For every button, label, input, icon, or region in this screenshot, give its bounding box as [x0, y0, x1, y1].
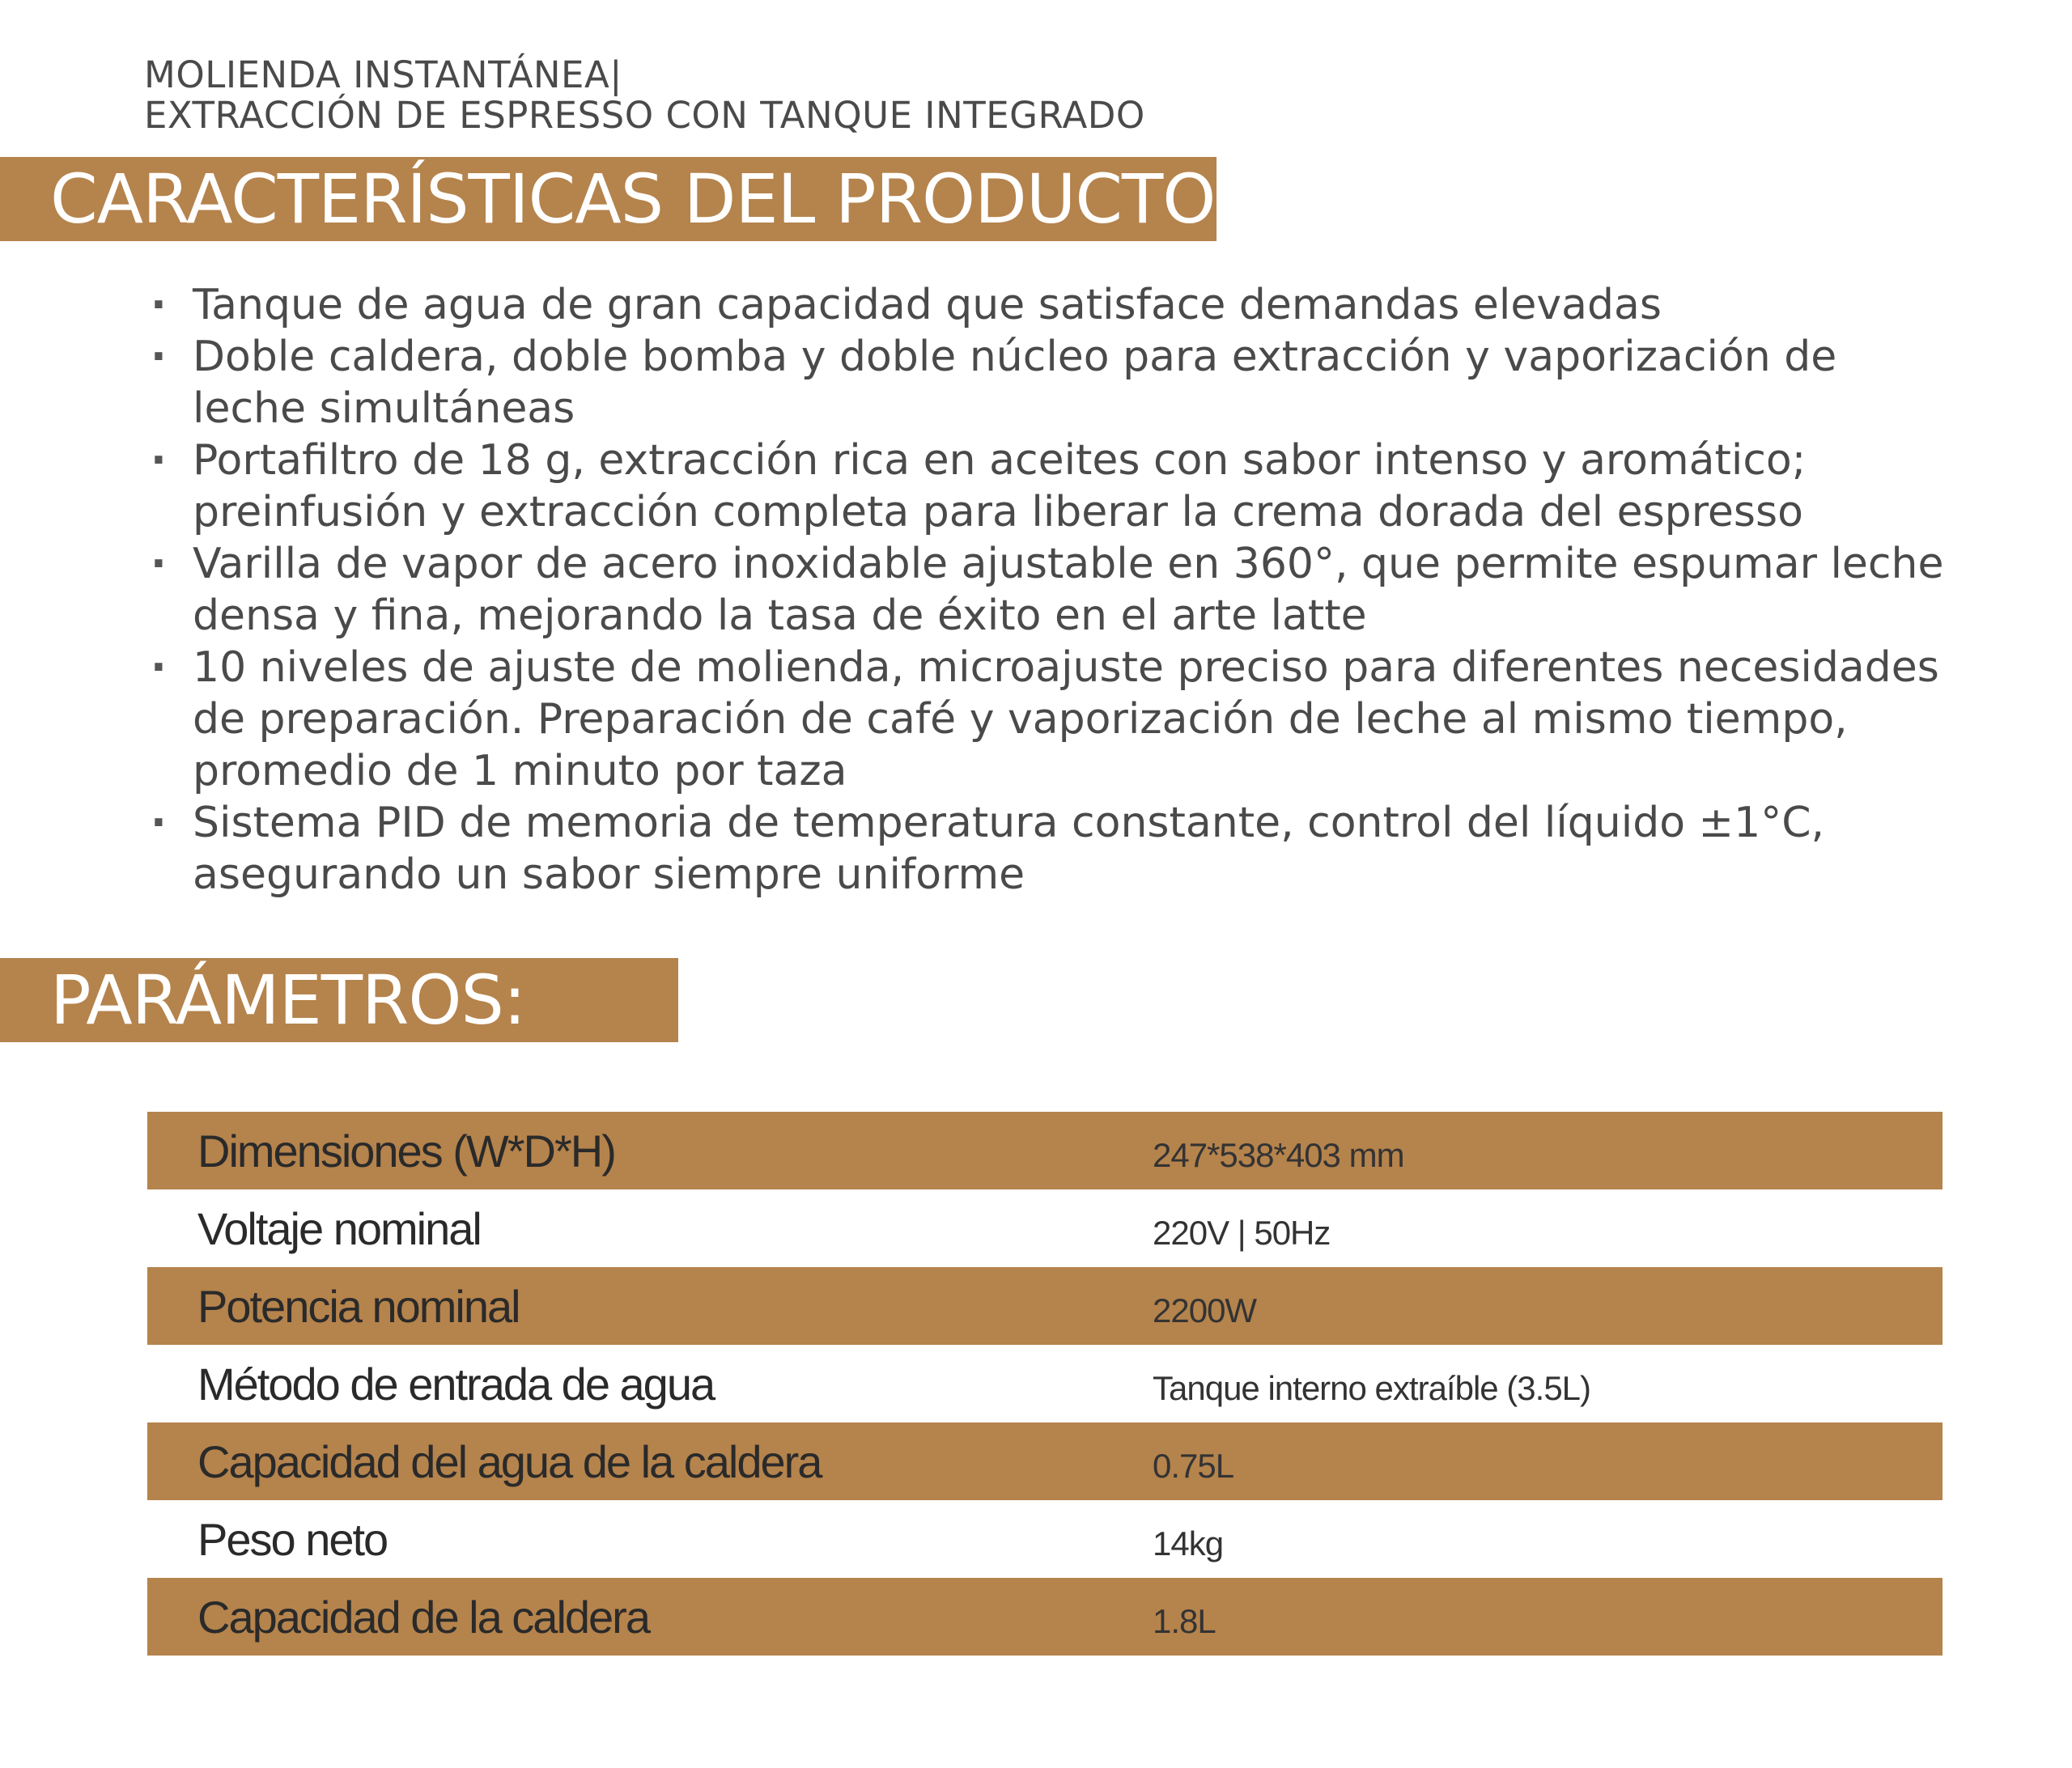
param-label: Potencia nominal: [147, 1267, 1153, 1345]
param-value: 247*538*403 mm: [1153, 1112, 1942, 1189]
table-row: [147, 1345, 1942, 1422]
table-row: [147, 1578, 1942, 1656]
param-label: Método de entrada de agua: [197, 1358, 715, 1410]
subtitle-line-1: MOLIENDA INSTANTÁNEA|: [144, 53, 622, 96]
feature-item: · 10 niveles de ajuste de molienda, microajuste preciso para diferentes necesidades de preparación. Preparación de café y vaporización de leche al mismo tiempo, promedio de 1 minuto por taza: [147, 642, 1960, 797]
param-value: 220V | 50Hz: [1153, 1214, 1331, 1252]
parameters-table: [147, 1112, 1942, 1656]
param-label: Voltaje nominal: [197, 1202, 481, 1254]
feature-item: · Varilla de vapor de acero inoxidable ajustable en 360°, que permite espumar leche densa y fina, mejorando la tasa de éxito en el arte latte: [147, 538, 1960, 642]
param-value: 0.75L: [1153, 1422, 1942, 1500]
param-label: Peso neto: [197, 1513, 388, 1565]
subtitle-line-2: EXTRACCIÓN DE ESPRESSO CON TANQUE INTEGRADO: [144, 94, 1145, 137]
param-label: Capacidad del agua de la caldera: [147, 1422, 1153, 1500]
feature-item: · Sistema PID de memoria de temperatura constante, control del líquido ±1°C, asegurando un sabor siempre uniforme: [147, 797, 1960, 901]
param-label: Dimensiones (W*D*H): [147, 1112, 1153, 1189]
param-value: 1.8L: [1153, 1578, 1942, 1656]
parameters-heading: PARÁMETROS:: [0, 958, 678, 1042]
table-row: [147, 1500, 1942, 1578]
table-row: [147, 1189, 1942, 1267]
table-row: [147, 1422, 1942, 1500]
param-value: Tanque interno extraíble (3.5L): [1153, 1369, 1591, 1407]
table-row: [147, 1112, 1942, 1189]
param-label: Capacidad de la caldera: [147, 1578, 1153, 1656]
features-heading: CARACTERÍSTICAS DEL PRODUCTO:: [0, 157, 1216, 241]
product-subtitle: [144, 55, 1145, 136]
param-value: 14kg: [1153, 1524, 1224, 1562]
feature-item: · Doble caldera, doble bomba y doble núcleo para extracción y vaporización de leche simultáneas: [147, 331, 1960, 435]
param-value: 2200W: [1153, 1267, 1942, 1345]
feature-item: · Portafiltro de 18 g, extracción rica en aceites con sabor intenso y aromático; preinfusión y extracción completa para liberar la crema dorada del espresso: [147, 435, 1960, 538]
features-list: [147, 279, 1960, 901]
table-row: [147, 1267, 1942, 1345]
feature-item: · Tanque de agua de gran capacidad que satisface demandas elevadas: [147, 279, 1960, 331]
